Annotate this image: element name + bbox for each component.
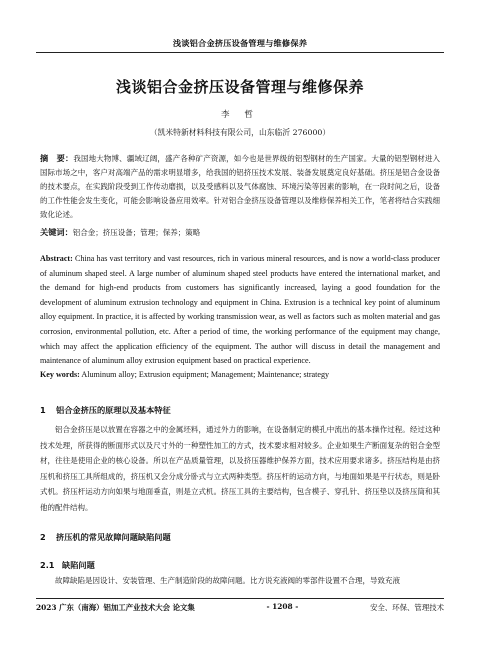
abstract-en-text: China has vast territory and vast resources, rich in various mineral resources, and is now a world-class producer of aluminum shaped steel. A large number of aluminum shaped steel products have entered the international market, and the demand for high-end products from customers has significantly increased, laying a good foundation for the development of aluminum extrusion technology and equipment in China. Extrusion is a technical key point of aluminum alloy equipment. In practice, it is affected by working transmission wear, as well as factors such as molten material and gas corrosion, environmental pollution, etc. After a period of time, the working performance of the equipment may change, which may affect the application efficiency of the equipment. The author will discuss in detail the management and maintenance of aluminum alloy extrusion equipment based on practical experience. — [40, 254, 440, 366]
abstract-cn-text: 我国地大物博、疆域辽阔，盛产各种矿产资源，如今也是世界级的铝型钢材的生产国家。大量的铝型钢材进入国际市场之中，客户对高端产品的需求明显增多，给我国的铝挤压技术发展、装备发展奠定良好基础。挤压是铝合金设备的技术要点，在实践阶段受到工作传动磨损，以及受感料以及气体腐蚀、环境污染等因素的影响，在一段时间之后，设备的工作性能会发生变化，可能会影响设备应用效率。针对铝合金挤压设备管理以及维修保养相关工作，笔者将结合实践细致化论述。 — [40, 154, 440, 219]
abstract-cn — [40, 151, 440, 222]
keywords-en-text: Aluminum alloy; Extrusion equipment; Management; Maintenance; strategy — [81, 370, 330, 379]
section-2-number: 2 — [40, 532, 46, 542]
affiliation: （凯米特新材料科技有限公司，山东临沂 276000） — [149, 128, 331, 137]
abstract-en-label: Abstract: — [40, 254, 73, 263]
section-2-heading — [40, 532, 440, 543]
page-footer — [36, 598, 444, 613]
footer-category: 安全、环保、管理技术 — [370, 603, 444, 612]
section-1-heading — [40, 405, 440, 416]
footer-proceedings: 2023 广东（南海）铝加工产业技术大会 论文集 — [36, 603, 195, 612]
section-2-title: 挤压机的常见故障问题缺陷问题 — [56, 532, 171, 542]
section-1-title: 铝合金挤压的原理以及基本特征 — [56, 405, 171, 415]
footer-page-number: - 1208 - — [266, 602, 299, 611]
paper-title: 浅谈铝合金挤压设备管理与维修保养 — [115, 78, 364, 96]
section-2-1-heading — [40, 560, 440, 571]
author: 李 哲 — [221, 110, 259, 120]
section-1-paragraph: 铝合金挤压是以放置在容器之中的金属坯料，通过外力的影响，在设备制定的模孔中流出的基本操作过程。经过这种技术处理，所获得的断面形式以及尺寸外的一种塑性加工的方式，技术要求相对较多。企业如果生产断面复杂的铝合金型材，往往是使用企业的核心设备。所以在产品质量管理，以及挤压器维护保养方面，技术应用要求诸多。挤压结构是由挤压机和挤压工具所组成的，挤压机又会分成分卧式与立式两种类型。挤压杆的运动方向，与地面如果是平行状态，则是卧式机。挤压杆运动方向如果与地面垂直，则是立式机。挤压工具的主要结构，包含模子、穿孔针、挤压垫以及挤压筒和其他的配件结构。 — [40, 425, 440, 512]
running-header: 浅谈铝合金挤压设备管理与维修保养 — [36, 38, 444, 53]
keywords-cn-label: 关键词： — [40, 227, 73, 237]
keywords-cn-text: 铝合金；挤压设备；管理；保养；策略 — [72, 228, 201, 237]
abstract-cn-label: 摘 要： — [40, 153, 74, 163]
keywords-cn — [40, 226, 440, 239]
abstract-en — [40, 252, 440, 369]
keywords-en-label: Key words: — [40, 370, 80, 379]
keywords-en — [40, 369, 440, 381]
section-2-1-title: 缺陷问题 — [62, 560, 95, 570]
section-1-number: 1 — [40, 405, 46, 415]
section-2-1-number: 2.1 — [40, 560, 55, 570]
section-2-1-paragraph: 故障缺陷是因设计、安装管理、生产制造阶段的故障问题。比方说充液阀的零部件设置不合理，导致充液 — [55, 576, 400, 585]
